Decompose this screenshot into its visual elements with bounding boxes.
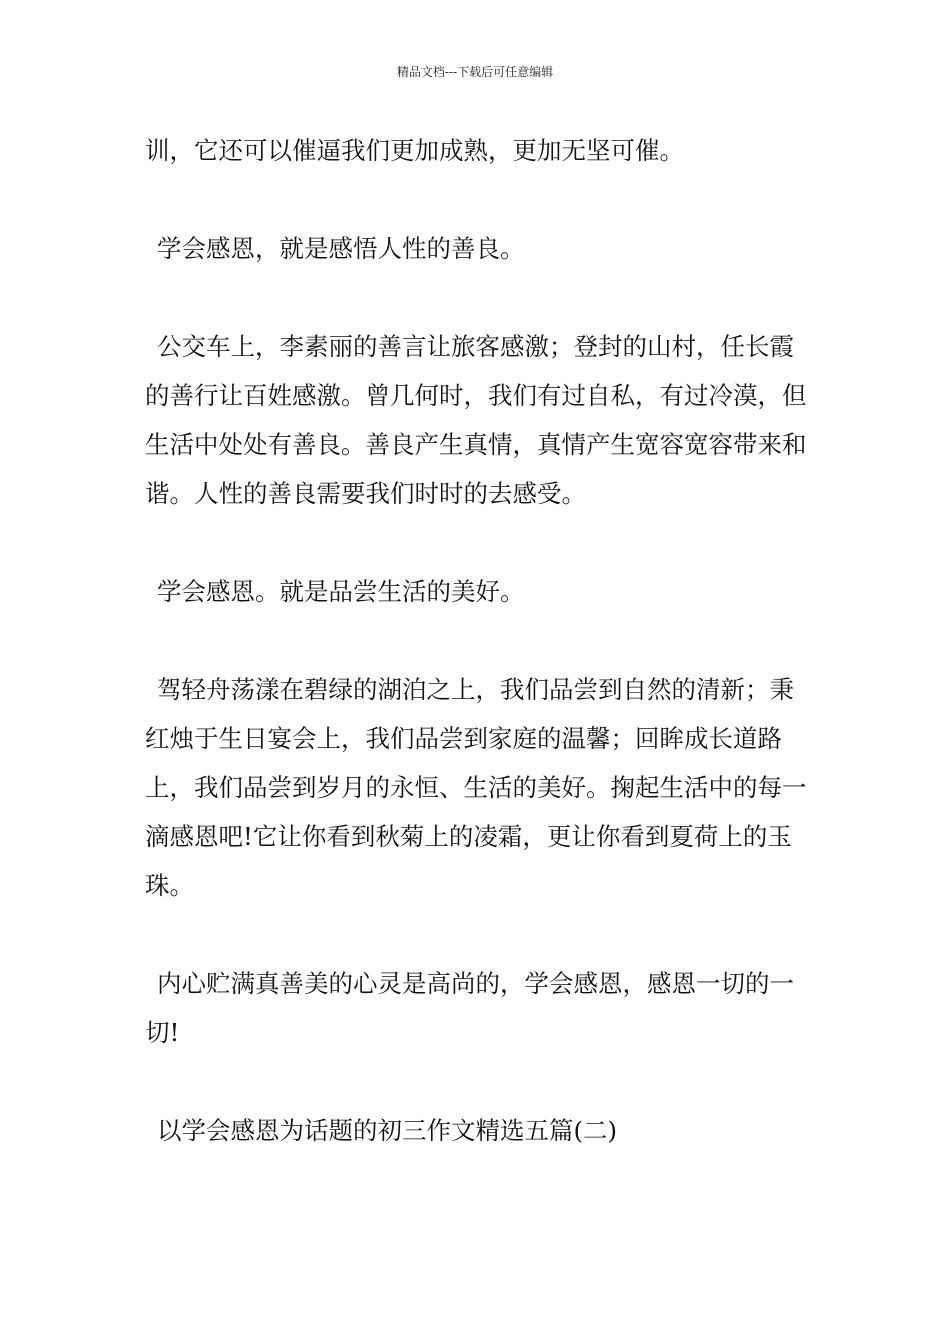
- paragraph-beauty-body: 驾轻舟荡漾在碧绿的湖泊之上，我们品尝到自然的清新；秉红烛于生日宴会上，我们品尝到家庭的温馨；回眸成长道路上，我们品尝到岁月的永恒、生活的美好。掬起生活中的每一滴感恩吧!它让你看到秋菊上的凌霜，更让你看到夏荷上的玉珠。: [145, 675, 807, 900]
- paragraph-heading-beauty: 学会感恩。就是品尝生活的美好。: [157, 577, 525, 606]
- section-title: 以学会感恩为话题的初三作文精选五篇(二): [157, 1116, 618, 1145]
- paragraph-gap: [145, 616, 813, 665]
- paragraph-gap: [145, 273, 813, 322]
- paragraph-kindness-body: 公交车上，李素丽的善言让旅客感激；登封的山村，任长霞的善行让百姓感激。曾几何时，我们有过自私，有过冷漠，但生活中处处有善良。善良产生真情，真情产生宽容宽容带来和谐。人性的善良需要我们时时的去感受。: [145, 332, 807, 508]
- paragraph-gap: [145, 175, 813, 224]
- paragraph-gap: [145, 518, 813, 567]
- document-body: [145, 126, 813, 1155]
- paragraph-gap: [145, 1057, 813, 1106]
- paragraph-heading-kindness: 学会感恩，就是感悟人性的善良。: [157, 234, 525, 263]
- paragraph-continuation: 训，它还可以催逼我们更加成熟，更加无坚可催。: [145, 136, 684, 165]
- paragraph-conclusion: 内心贮满真善美的心灵是高尚的，学会感恩，感恩一切的一切!: [145, 969, 794, 1047]
- paragraph-gap: [145, 910, 813, 959]
- page-header: 精品文档---下载后可任意编辑: [396, 65, 554, 79]
